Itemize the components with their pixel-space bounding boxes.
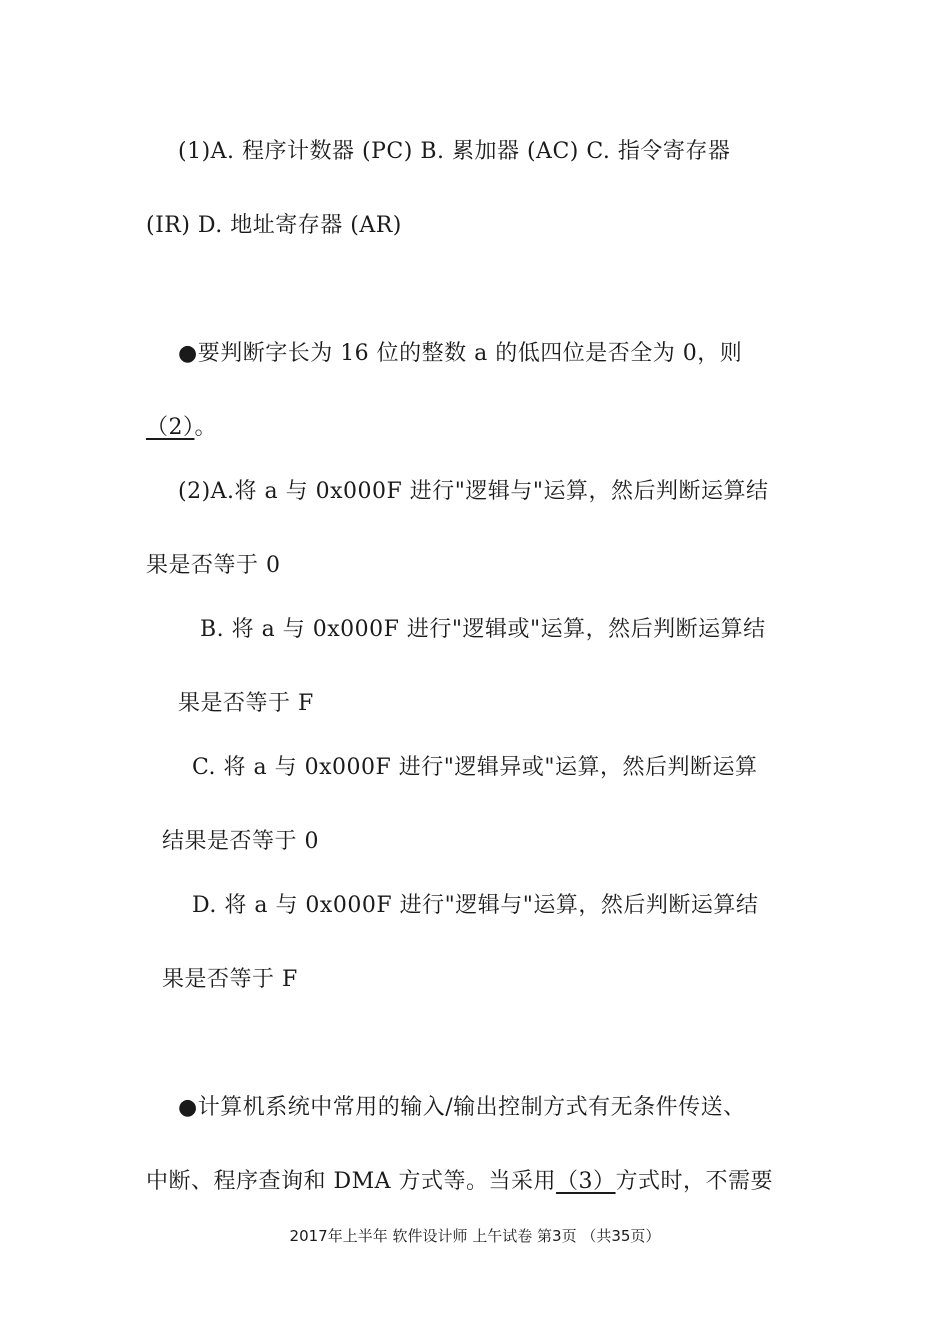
- q2-stem-line1: ●要判断字长为 16 位的整数 a 的低四位是否全为 0，则: [178, 341, 743, 366]
- q3-stem-line2: [146, 1168, 773, 1196]
- q2-option-d-line1: D. 将 a 与 0x000F 进行"逻辑与"运算，然后判断运算结: [192, 893, 759, 918]
- q2-option-a-line2: 果是否等于 0: [146, 553, 281, 578]
- q2-stem-line2: [146, 414, 217, 442]
- page-footer: 2017年上半年 软件设计师 上午试卷 第3页 （共35页）: [289, 1227, 661, 1245]
- q3-stem-line1: ●计算机系统中常用的输入/输出控制方式有无条件传送、: [178, 1095, 746, 1120]
- q2-option-b-line1: B. 将 a 与 0x000F 进行"逻辑或"运算，然后判断运算结: [200, 617, 766, 642]
- q3-blank: （3）: [556, 1169, 616, 1194]
- q2-option-c-line2: 结果是否等于 0: [162, 829, 319, 854]
- q1-options-line2: (IR) D. 地址寄存器 (AR): [146, 213, 402, 238]
- q3-stem-post: 方式时，不需要: [615, 1169, 774, 1194]
- q2-option-d-line2: 果是否等于 F: [162, 967, 298, 992]
- q2-blank: （2）: [146, 415, 195, 440]
- q1-options-line1: (1)A. 程序计数器 (PC) B. 累加器 (AC) C. 指令寄存器: [178, 139, 731, 164]
- q2-stem-end: 。: [194, 415, 218, 440]
- q3-stem-pre: 中断、程序查询和 DMA 方式等。当采用: [146, 1169, 557, 1194]
- q2-option-a-line1: (2)A.将 a 与 0x000F 进行"逻辑与"运算，然后判断运算结: [178, 479, 769, 504]
- q2-option-c-line1: C. 将 a 与 0x000F 进行"逻辑异或"运算，然后判断运算: [192, 755, 758, 780]
- q2-option-b-line2: 果是否等于 F: [178, 691, 314, 716]
